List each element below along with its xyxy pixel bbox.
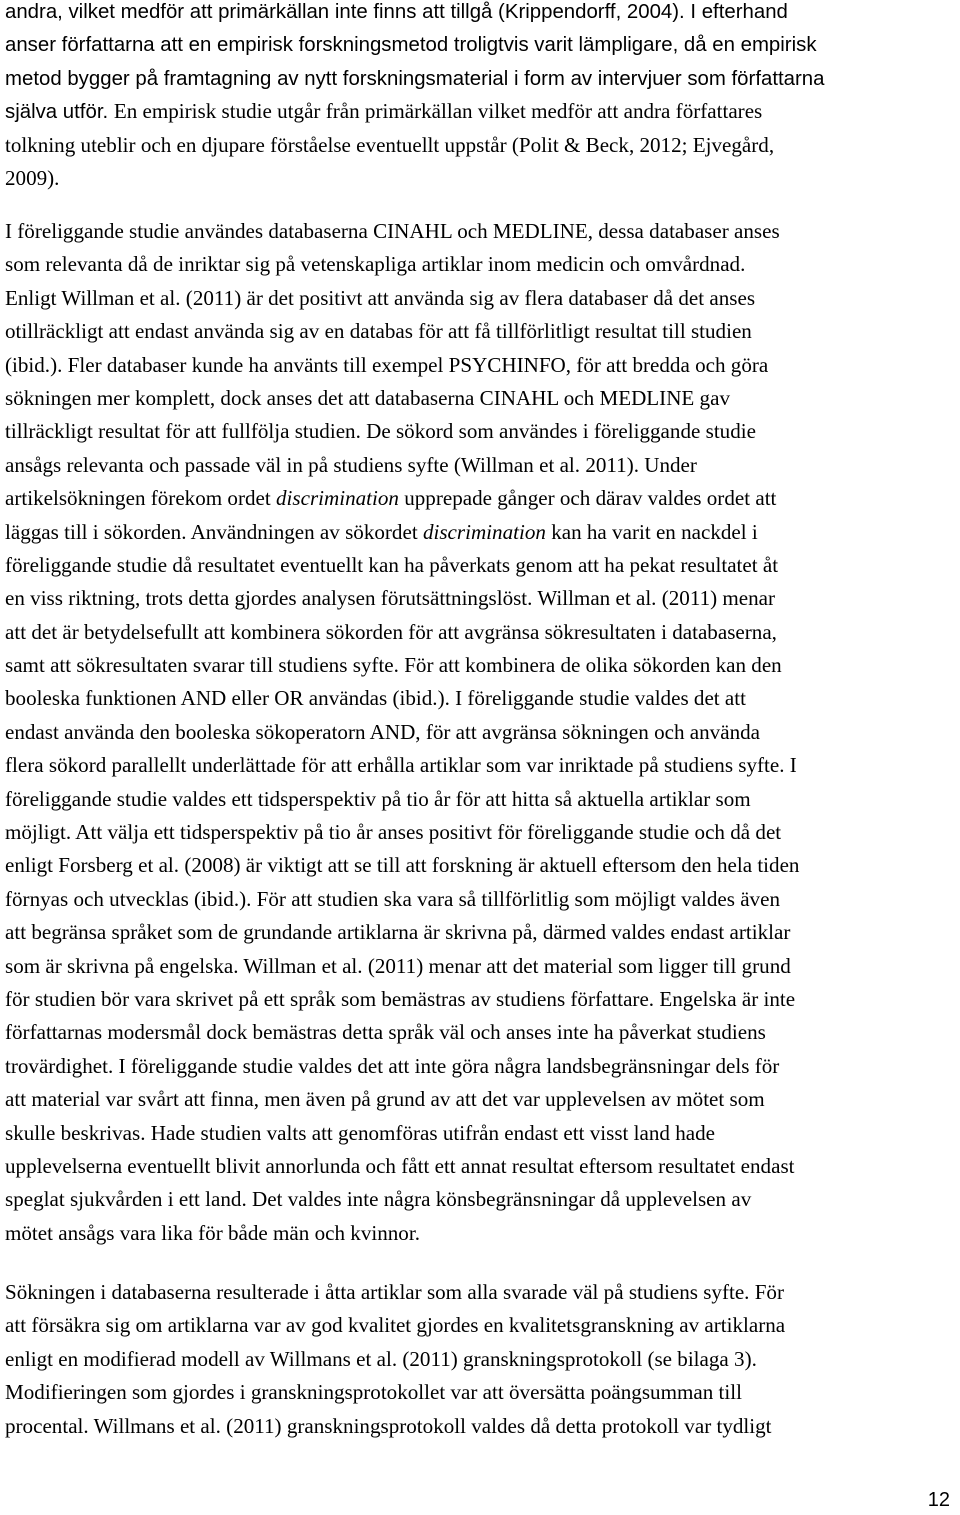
text-run: mötet ansågs vara lika för både män och kvinnor.: [5, 1220, 420, 1245]
text-line: [5, 1183, 955, 1216]
text-run: En empirisk studie utgår från primärkällan vilket medför att andra författares: [113, 99, 763, 124]
text-run: Modifieringen som gjordes i granskningsprotokollet var att översätta poängsumman till: [5, 1380, 742, 1405]
text-run: metod bygger på framtagning av nytt forskningsmaterial i form av intervjuer som författarna: [5, 66, 825, 90]
text-run: I föreliggande studie användes databaserna CINAHL och MEDLINE, dessa databaser anses: [5, 219, 780, 243]
paragraph-3: [5, 1276, 960, 1443]
italic-term: discrimination: [422, 519, 546, 544]
text-line: [5, 1016, 955, 1049]
text-run: booleska funktionen AND eller OR användas (ibid.). I föreliggande studie valdes det att: [5, 686, 747, 711]
text-line: [5, 1117, 955, 1150]
text-line: [5, 1276, 955, 1309]
text-run: upplevelserna eventuellt blivit annorlunda och fått ett annat resultat eftersom resultatet endast: [5, 1153, 795, 1178]
text-line: [5, 649, 955, 682]
text-run: föreliggande studie då resultatet eventuellt kan ha påverkats genom att ha pekat resultatet åt: [5, 552, 779, 577]
text-run: själva utför.: [5, 100, 114, 124]
text-run: enligt en modifierad modell av Willmans et al. (2011) granskningsprotokoll (se bilaga 3).: [5, 1346, 757, 1371]
text-line: [5, 682, 955, 715]
text-run: sökningen mer komplett, dock anses det att databaserna CINAHL och MEDLINE gav: [5, 385, 730, 410]
text-run: Sökningen i databaserna resulterade i åtta artiklar som alla svarade väl på studiens syfte. För: [5, 1280, 784, 1304]
text-line: [5, 215, 955, 248]
text-line: [5, 716, 955, 749]
text-run: möjligt. Att välja ett tidsperspektiv på tio år anses positivt för föreliggande studie och då det: [5, 820, 782, 845]
text-run: för studien bör vara skrivet på ett språk som bemästras av studiens författare. Engelska är inte: [5, 986, 796, 1011]
text-run: enligt Forsberg et al. (2008) är viktigt att se till att forskning är aktuell eftersom den hela tiden: [5, 853, 800, 878]
text-line: [5, 916, 955, 949]
text-line: [5, 516, 955, 549]
text-line: [5, 616, 955, 649]
text-line: [5, 248, 955, 281]
text-run: förnyas och utvecklas (ibid.). För att studien ska vara så tillförlitlig som möjligt valdes även: [5, 886, 780, 911]
text-line: [5, 1217, 955, 1250]
text-line: [5, 129, 955, 162]
text-line: [5, 783, 955, 816]
text-run: skulle beskrivas. Hade studien valts att genomföras utifrån endast ett visst land hade: [5, 1120, 715, 1145]
text-line: [5, 1150, 955, 1183]
text-line: [5, 1309, 955, 1342]
text-line: [5, 1376, 955, 1409]
text-run: tolkning uteblir och en djupare förståelse eventuellt uppstår (Polit & Beck, 2012; Ejvegård,: [5, 132, 775, 157]
text-line: [5, 582, 955, 615]
text-run: som är skrivna på engelska. Willman et al. (2011) menar att det material som ligger till grund: [5, 953, 791, 978]
text-line: [5, 549, 955, 582]
text-line: [5, 349, 955, 382]
text-run: som relevanta då de inriktar sig på vetenskapliga artiklar inom medicin och omvårdnad.: [5, 252, 746, 277]
text-run: endast använda den booleska sökoperatorn AND, för att avgränsa sökningen och använda: [5, 719, 761, 744]
text-run: att material var svårt att finna, men även på grund av att det var upplevelsen av mötet som: [5, 1087, 765, 1112]
text-run: läggas till i sökorden. Användningen av sökordet: [5, 519, 423, 544]
text-run: procental. Willmans et al. (2011) granskningsprotokoll valdes då detta protokoll var tydligt: [5, 1413, 772, 1438]
text-line: [5, 849, 955, 882]
text-run: författarnas modersmål dock bemästras detta språk väl och anses inte ha påverkat studiens: [5, 1020, 766, 1045]
text-run: artikelsökningen förekom ordet: [5, 486, 276, 511]
text-line: [5, 749, 955, 782]
text-run: anser författarna att en empirisk forskningsmetod troligtvis varit lämpligare, då en empirisk: [5, 33, 817, 57]
text-run: ansågs relevanta och passade väl in på studiens syfte (Willman et al. 2011). Under: [5, 452, 697, 477]
text-run: föreliggande studie valdes ett tidsperspektiv på tio år för att hitta så aktuella artiklar som: [5, 786, 751, 811]
text-run: trovärdighet. I föreliggande studie valdes det att inte göra några landsbegränsningar dels för: [5, 1053, 780, 1078]
text-line: [5, 0, 955, 28]
text-run: andra, vilket medför att primärkällan inte finns att tillgå (Krippendorff, 2004). I efterhand: [5, 0, 788, 23]
text-run: att försäkra sig om artiklarna var av god kvalitet gjordes en kvalitetsgranskning av artiklarna: [5, 1313, 786, 1338]
text-line: [5, 816, 955, 849]
text-line: [5, 1083, 955, 1116]
text-run: att det är betydelsefullt att kombinera sökorden för att avgränsa sökresultaten i databaserna,: [5, 619, 777, 644]
text-line: [5, 28, 955, 61]
text-line: [5, 95, 955, 128]
text-run: (ibid.). Fler databaser kunde ha använts till exempel PSYCHINFO, för att bredda och göra: [5, 352, 769, 377]
text-line: [5, 1050, 955, 1083]
italic-term: discrimination: [275, 486, 399, 511]
text-line: [5, 415, 955, 448]
text-line: [5, 449, 955, 482]
text-line: [5, 950, 955, 983]
text-line: [5, 162, 955, 195]
text-line: [5, 382, 955, 415]
text-line: [5, 983, 955, 1016]
text-run: att begränsa språket som de grundande artiklarna är skrivna på, därmed valdes endast artiklar: [5, 920, 791, 945]
text-run: samt att sökresultaten svarar till studiens syfte. För att kombinera de olika sökorden kan den: [5, 653, 782, 678]
text-line: [5, 315, 955, 348]
text-run: otillräckligt att endast använda sig av en databas för att få tillförlitligt resultat till studien: [5, 319, 752, 344]
text-run: en viss riktning, trots detta gjordes analysen förutsättningslöst. Willman et al. (2011) menar: [5, 586, 776, 611]
text-run: kan ha varit en nackdel i: [545, 519, 758, 544]
paragraph-2: [5, 215, 960, 1250]
text-run: Enligt Willman et al. (2011) är det positivt att använda sig av flera databaser då det anses: [5, 285, 756, 310]
text-line: [5, 62, 955, 95]
page-number: 12: [927, 1489, 950, 1511]
text-line: [5, 883, 955, 916]
text-line: [5, 1343, 955, 1376]
text-run: upprepade gånger och därav valdes ordet att: [398, 486, 777, 511]
text-line: [5, 482, 955, 515]
text-run: flera sökord parallellt underlättade för att erhålla artiklar som var inriktade på studiens syfte. I: [5, 753, 797, 778]
text-line: [5, 282, 955, 315]
text-run: 2009).: [5, 165, 60, 190]
text-line: [5, 1410, 955, 1443]
text-run: speglat sjukvården i ett land. Det valdes inte några könsbegränsningar då upplevelsen av: [5, 1187, 752, 1212]
text-run: tillräckligt resultat för att fullfölja studien. De sökord som användes i föreliggande studie: [5, 419, 756, 444]
paragraph-1: [5, 0, 960, 195]
